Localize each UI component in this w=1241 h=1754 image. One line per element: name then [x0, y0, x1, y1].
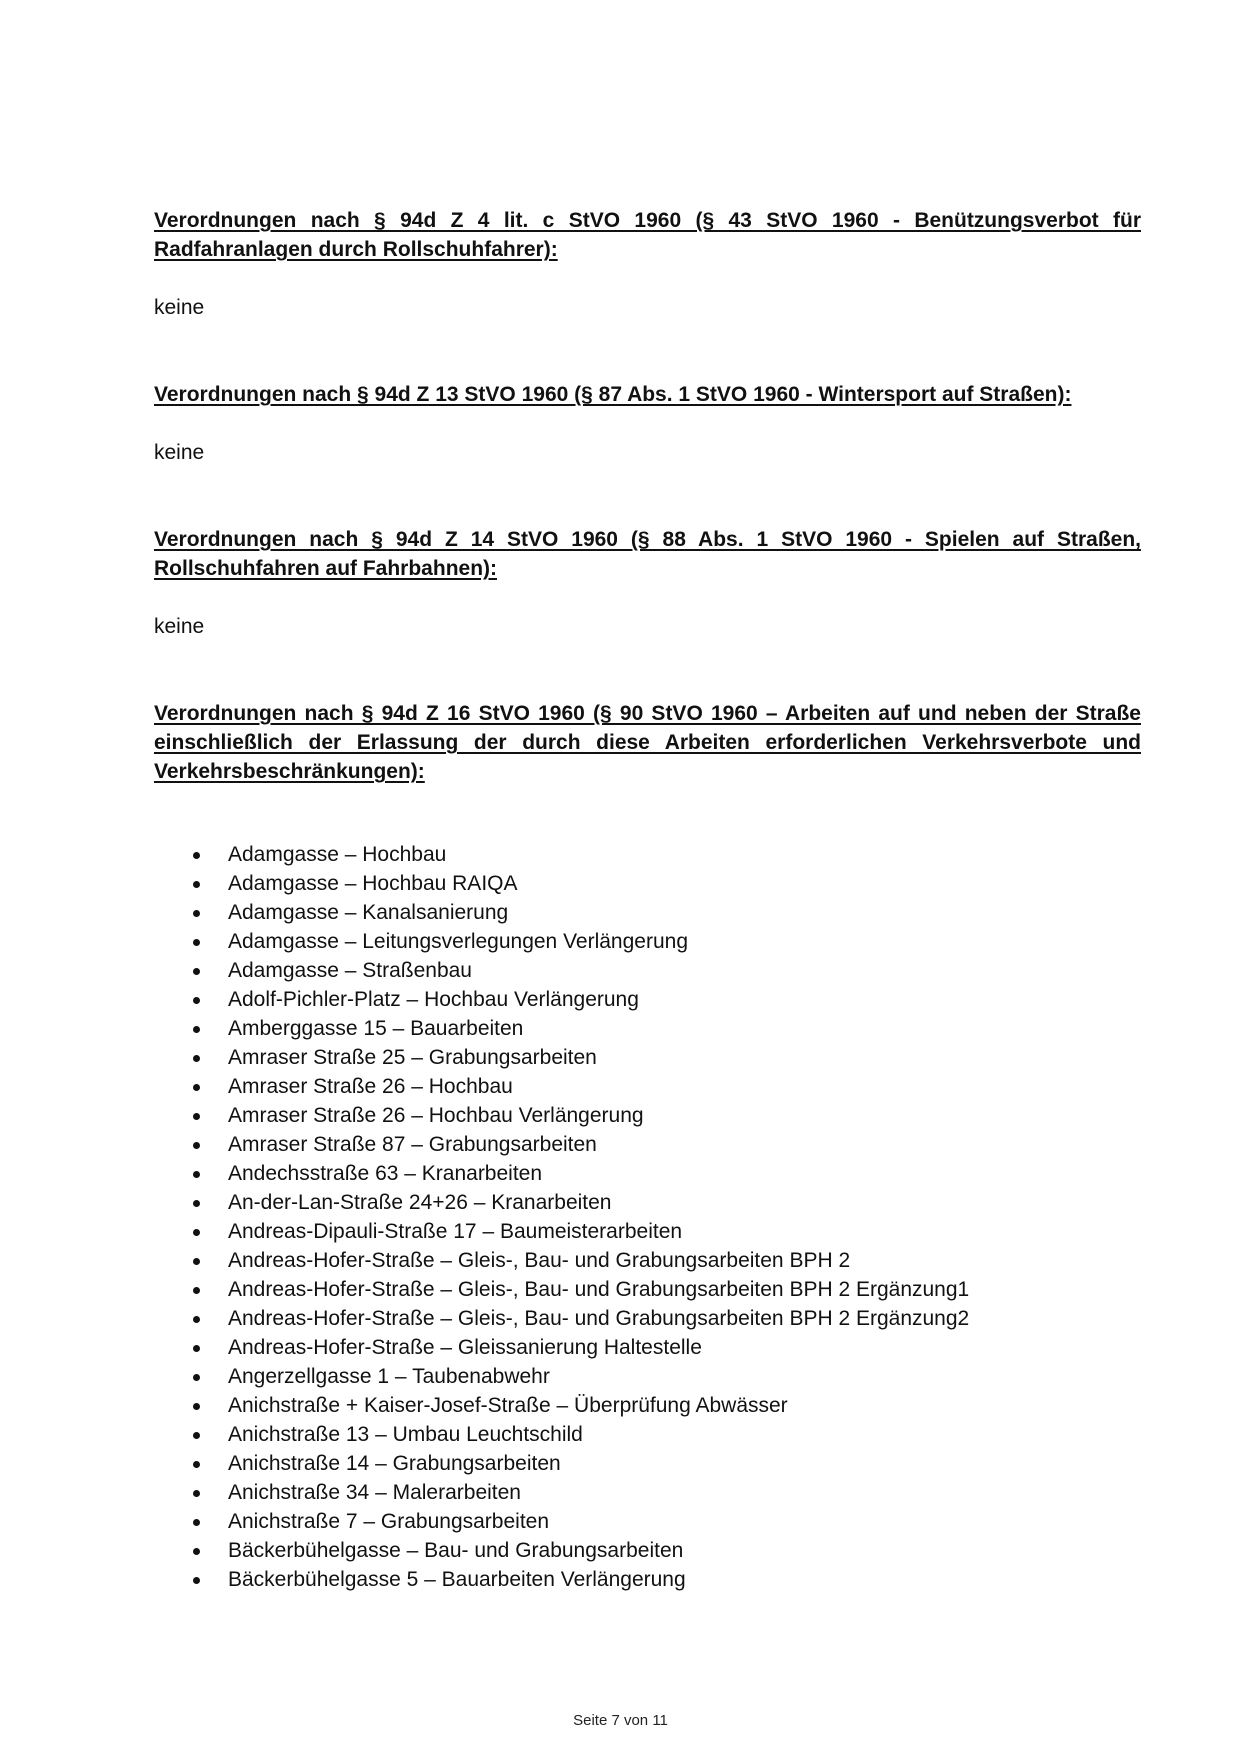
- list-item: Adamgasse – Straßenbau: [154, 956, 1141, 985]
- bullet-icon: [193, 1084, 200, 1091]
- bullet-icon: [193, 968, 200, 975]
- list-item: Andreas-Hofer-Straße – Gleissanierung Haltestelle: [154, 1333, 1141, 1362]
- list-item: Amraser Straße 26 – Hochbau Verlängerung: [154, 1101, 1141, 1130]
- page-number: Seite 7 von 11: [573, 1712, 668, 1729]
- section-arbeiten: [154, 699, 1141, 1594]
- list-item: Amraser Straße 87 – Grabungsarbeiten: [154, 1130, 1141, 1159]
- bullet-icon: [193, 1287, 200, 1294]
- list-item: Adamgasse – Leitungsverlegungen Verlängerung: [154, 927, 1141, 956]
- bullet-icon: [193, 1113, 200, 1120]
- bullet-icon: [193, 910, 200, 917]
- bullet-icon: [193, 1055, 200, 1062]
- bullet-icon: [193, 1142, 200, 1149]
- section-rollschuh: [154, 206, 1141, 322]
- list-item: Anichstraße 34 – Malerarbeiten: [154, 1478, 1141, 1507]
- list-item: Amraser Straße 25 – Grabungsarbeiten: [154, 1043, 1141, 1072]
- bullet-icon: [193, 1461, 200, 1468]
- bullet-icon: [193, 1200, 200, 1207]
- section-value: keine: [154, 296, 205, 319]
- section-value: keine: [154, 615, 205, 638]
- list-item: Andreas-Hofer-Straße – Gleis-, Bau- und Grabungsarbeiten BPH 2 Ergänzung1: [154, 1275, 1141, 1304]
- page-content: [154, 206, 1141, 1594]
- bullet-icon: [193, 881, 200, 888]
- works-list: [154, 840, 1141, 1594]
- bullet-icon: [193, 1171, 200, 1178]
- bullet-icon: [193, 1229, 200, 1236]
- list-item: Andreas-Dipauli-Straße 17 – Baumeisterarbeiten: [154, 1217, 1141, 1246]
- bullet-icon: [193, 1577, 200, 1584]
- bullet-icon: [193, 852, 200, 859]
- list-item: Andreas-Hofer-Straße – Gleis-, Bau- und Grabungsarbeiten BPH 2: [154, 1246, 1141, 1275]
- section-heading: Verordnungen nach § 94d Z 14 StVO 1960 (§ 88 Abs. 1 StVO 1960 - Spielen auf Straßen, Rollschuhfahren auf Fahrbahnen):: [154, 528, 1141, 580]
- list-item: Anichstraße 7 – Grabungsarbeiten: [154, 1507, 1141, 1536]
- bullet-icon: [193, 1548, 200, 1555]
- bullet-icon: [193, 1519, 200, 1526]
- bullet-icon: [193, 997, 200, 1004]
- bullet-icon: [193, 1403, 200, 1410]
- list-item: Adamgasse – Hochbau: [154, 840, 1141, 869]
- list-item: Andreas-Hofer-Straße – Gleis-, Bau- und Grabungsarbeiten BPH 2 Ergänzung2: [154, 1304, 1141, 1333]
- bullet-icon: [193, 1374, 200, 1381]
- section-heading: Verordnungen nach § 94d Z 4 lit. c StVO 1960 (§ 43 StVO 1960 - Benützungsverbot für Radfahranlagen durch Rollschuhfahrer):: [154, 209, 1141, 261]
- list-item: Adolf-Pichler-Platz – Hochbau Verlängerung: [154, 985, 1141, 1014]
- section-heading: Verordnungen nach § 94d Z 16 StVO 1960 (§ 90 StVO 1960 – Arbeiten auf und neben der Straße einschließlich der Erlassung der durch diese Arbeiten erforderlichen Verkehrsverbote und Verkehrsbeschränkungen):: [154, 702, 1141, 783]
- list-item: Anichstraße 14 – Grabungsarbeiten: [154, 1449, 1141, 1478]
- list-item: Adamgasse – Hochbau RAIQA: [154, 869, 1141, 898]
- list-item: An-der-Lan-Straße 24+26 – Kranarbeiten: [154, 1188, 1141, 1217]
- list-item: Anichstraße + Kaiser-Josef-Straße – Überprüfung Abwässer: [154, 1391, 1141, 1420]
- section-spielen: [154, 525, 1141, 641]
- section-value: keine: [154, 441, 205, 464]
- bullet-icon: [193, 1258, 200, 1265]
- section-heading: Verordnungen nach § 94d Z 13 StVO 1960 (§ 87 Abs. 1 StVO 1960 - Wintersport auf Straßen):: [154, 383, 1072, 406]
- list-item: Adamgasse – Kanalsanierung: [154, 898, 1141, 927]
- list-item: Bäckerbühelgasse – Bau- und Grabungsarbeiten: [154, 1536, 1141, 1565]
- bullet-icon: [193, 1432, 200, 1439]
- bullet-icon: [193, 1026, 200, 1033]
- bullet-icon: [193, 1316, 200, 1323]
- list-item: Andechsstraße 63 – Kranarbeiten: [154, 1159, 1141, 1188]
- bullet-icon: [193, 939, 200, 946]
- bullet-icon: [193, 1345, 200, 1352]
- section-wintersport: [154, 380, 1141, 467]
- list-item: Amraser Straße 26 – Hochbau: [154, 1072, 1141, 1101]
- list-item: Anichstraße 13 – Umbau Leuchtschild: [154, 1420, 1141, 1449]
- list-item: Angerzellgasse 1 – Taubenabwehr: [154, 1362, 1141, 1391]
- list-item: Bäckerbühelgasse 5 – Bauarbeiten Verlängerung: [154, 1565, 1141, 1594]
- bullet-icon: [193, 1490, 200, 1497]
- list-item: Amberggasse 15 – Bauarbeiten: [154, 1014, 1141, 1043]
